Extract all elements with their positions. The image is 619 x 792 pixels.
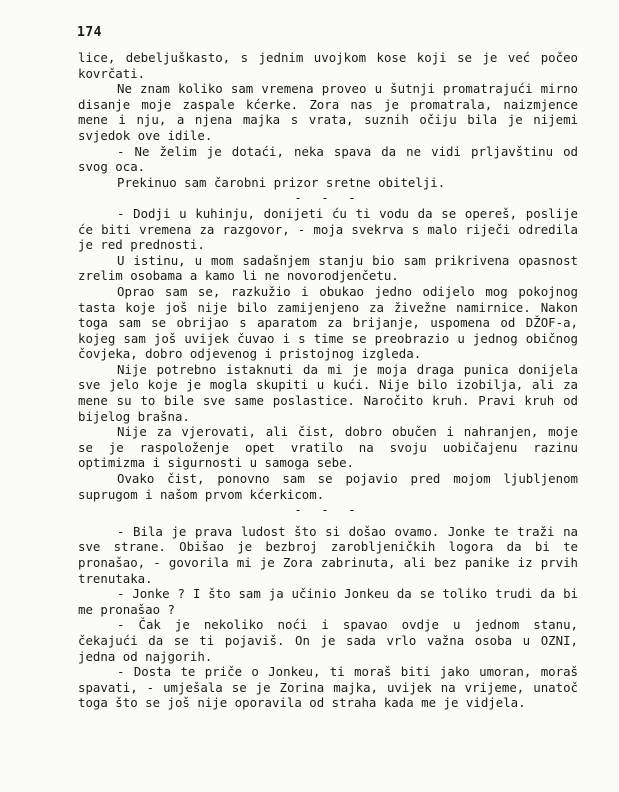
paragraph-9: Nije za vjerovati, ali čist, dobro obučen i nahranjen, moje se je raspoloženje opet vratilo na svoju uobičajenu razinu optimizma i sigurnosti u samoga sebe. xyxy=(78,424,578,471)
paragraph-3: - Ne želim je dotaći, neka spava da ne vidi prljavštinu od svog oca. xyxy=(78,143,578,175)
paragraph-10: Ovako čist, ponovno sam se pojavio pred mojom ljubljenom suprugom i našom prvom kćerkicom. xyxy=(78,471,578,502)
paragraph-4: Prekinuo sam čarobni prizor sretne obitelji. xyxy=(117,174,446,190)
section-separator-2: - - - xyxy=(294,502,362,518)
section-separator-1: - - - xyxy=(294,190,362,206)
paragraph-8: Nije potrebno istaknuti da mi je moja draga punica donijela sve jelo koje je mogla skupiti u kući. Nije bilo izobilja, ali za mene su to bile sve same poslastice. Naročito kruh. Pravi kruh od bijelog brašna. xyxy=(78,361,578,424)
paragraph-5: - Dodji u kuhinju, donijeti ću ti vodu da se opereš, poslije će biti vremena za razgovor, - moja svekrva s malo riječi odredila je red prednosti. xyxy=(78,205,578,253)
paragraph-11: - Bila je prava ludost što si došao ovamo. Jonke te traži na sve strane. Obišao je bezbroj zarobljeničkih logora da bi te pronašao, - govorila mi je Zora zabrinuta, ali bez panike iz prvih trenutaka. xyxy=(78,523,578,586)
paragraph-12: - Jonke ? I što sam ja učinio Jonkeu da se toliko trudi da bi me pronašao ? xyxy=(78,586,578,617)
body-text xyxy=(78,50,578,711)
paragraph-13: - Čak je nekoliko noći i spavao ovdje u jednom stanu, čekajući da se ti pojaviš. On je sada vrlo važna osoba u OZNI, jedna od najgorih. xyxy=(78,617,578,664)
paragraph-1: lice, debeljuškasto, s jednim uvojkom kose koji se je već počeo kovrčati. xyxy=(78,50,578,81)
page-number: 174 xyxy=(77,25,102,40)
paragraph-2: Ne znam koliko sam vremena proveo u šutnji promatrajući mirno disanje moje zaspale kćerke. Zora nas je promatrala, naizmjence mene i nju, a njena majka s vrata, suznih očiju bila je nijemi svjedok ove idile. xyxy=(78,81,578,143)
paragraph-14: - Dosta te priče o Jonkeu, ti moraš biti jako umoran, moraš spavati, - umješala se je Zorina majka, uvijek na vrijeme, unatoč toga što se još nije oporavila od straha kada me je vidjela. xyxy=(78,664,578,711)
paragraph-6: U istinu, u mom sadašnjem stanju bio sam prikrivena opasnost zrelim osobama a kamo li ne novorodjenčetu. xyxy=(78,252,578,284)
paragraph-7: Oprao sam se, razkužio i obukao jedno odijelo mog pokojnog tasta koje još nije bilo zamijenjeno za živežne namirnice. Nakon toga sam se obrijao s aparatom za brijanje, uspomena od DŽOF-a, kojeg sam još uvijek čuvao i s time se preobrazio u jednog običnog čovjeka, dobro odjevenog i pristojnog izgleda. xyxy=(78,283,578,362)
